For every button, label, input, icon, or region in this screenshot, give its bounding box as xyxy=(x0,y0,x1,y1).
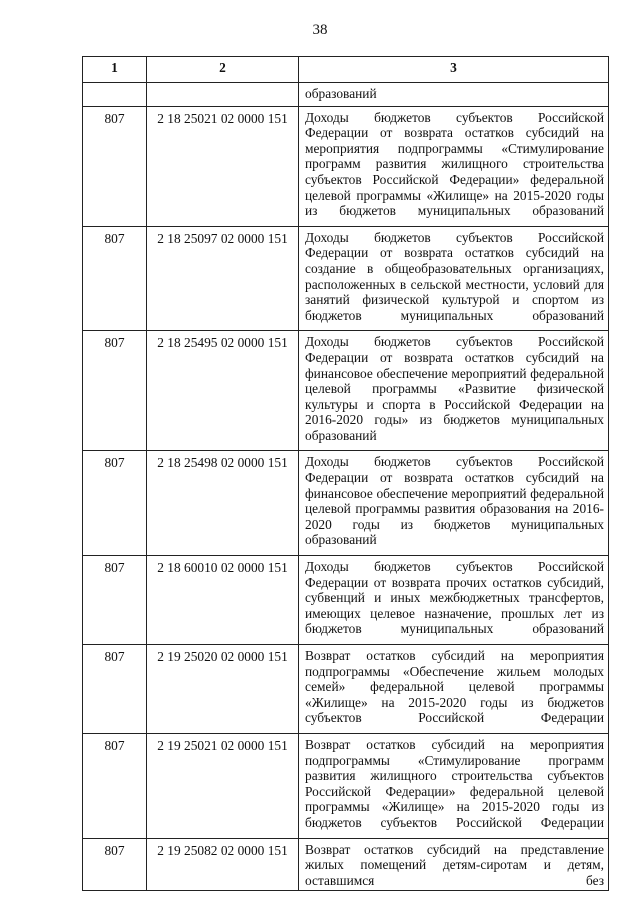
header-col-3: 3 xyxy=(299,57,609,83)
admin-code-cell: 807 xyxy=(83,331,147,451)
budget-code-cell: 2 18 25498 02 0000 151 xyxy=(147,451,299,556)
table-row xyxy=(83,226,609,331)
admin-code-cell: 807 xyxy=(83,645,147,734)
page-number: 38 xyxy=(312,22,328,38)
table-row xyxy=(83,733,609,838)
description-cell: Доходы бюджетов субъектов Российской Федерации от возврата остатков субсидий на мероприятия подпрограммы «Стимулирование программ развития жилищного строительства субъектов Российской Федерации» федеральной целевой программы «Жилище» на 2015-2020 годы из бюджетов муниципальных образований xyxy=(299,106,609,226)
admin-code-cell: 807 xyxy=(83,556,147,645)
table-row xyxy=(83,106,609,226)
budget-classification-table xyxy=(82,56,609,891)
budget-code-cell xyxy=(147,83,299,107)
admin-code-cell: 807 xyxy=(83,106,147,226)
admin-code-cell: 807 xyxy=(83,226,147,331)
description-cell: Возврат остатков субсидий на мероприятия подпрограммы «Обеспечение жильем молодых семей» федеральной целевой программы «Жилище» на 2015-2020 годы из бюджетов субъектов Российской Федерации xyxy=(299,645,609,734)
admin-code-cell: 807 xyxy=(83,838,147,891)
admin-code-cell xyxy=(83,83,147,107)
description-cell: Возврат остатков субсидий на представление жилых помещений детям-сиротам и детям, оставшимся без xyxy=(299,838,609,891)
table-row xyxy=(83,331,609,451)
header-col-2: 2 xyxy=(147,57,299,83)
table-row-continued xyxy=(83,83,609,107)
description-cell: образований xyxy=(299,83,609,107)
admin-code-cell: 807 xyxy=(83,733,147,838)
table-header-row xyxy=(83,57,609,83)
table-row xyxy=(83,451,609,556)
header-col-1: 1 xyxy=(83,57,147,83)
budget-code-cell: 2 19 25082 02 0000 151 xyxy=(147,838,299,891)
description-cell: Доходы бюджетов субъектов Российской Федерации от возврата остатков субсидий на создание в общеобразовательных организациях, расположенных в сельской местности, условий для занятий физической культурой и спортом из бюджетов муниципальных образований xyxy=(299,226,609,331)
budget-code-cell: 2 18 25097 02 0000 151 xyxy=(147,226,299,331)
description-cell: Доходы бюджетов субъектов Российской Федерации от возврата остатков субсидий на финансовое обеспечение мероприятий федеральной целевой программы «Развитие физической культуры и спорта в Российской Федерации на 2016-2020 годы» из бюджетов муниципальных образований xyxy=(299,331,609,451)
table-row xyxy=(83,645,609,734)
description-cell: Доходы бюджетов субъектов Российской Федерации от возврата остатков субсидий на финансовое обеспечение мероприятий федеральной целевой программы развития образования на 2016-2020 годы из бюджетов муниципальных образований xyxy=(299,451,609,556)
budget-code-cell: 2 19 25020 02 0000 151 xyxy=(147,645,299,734)
table-row xyxy=(83,838,609,891)
table-row xyxy=(83,556,609,645)
description-cell: Доходы бюджетов субъектов Российской Федерации от возврата прочих остатков субсидий, субвенций и иных межбюджетных трансфертов, имеющих целевое назначение, прошлых лет из бюджетов муниципальных образований xyxy=(299,556,609,645)
budget-code-cell: 2 18 25495 02 0000 151 xyxy=(147,331,299,451)
budget-code-cell: 2 18 60010 02 0000 151 xyxy=(147,556,299,645)
description-cell: Возврат остатков субсидий на мероприятия подпрограммы «Стимулирование программ развития жилищного строительства субъектов Российской Федерации» федеральной целевой программы «Жилище» на 2015-2020 годы из бюджетов субъектов Российской Федерации xyxy=(299,733,609,838)
budget-code-cell: 2 18 25021 02 0000 151 xyxy=(147,106,299,226)
budget-code-cell: 2 19 25021 02 0000 151 xyxy=(147,733,299,838)
admin-code-cell: 807 xyxy=(83,451,147,556)
